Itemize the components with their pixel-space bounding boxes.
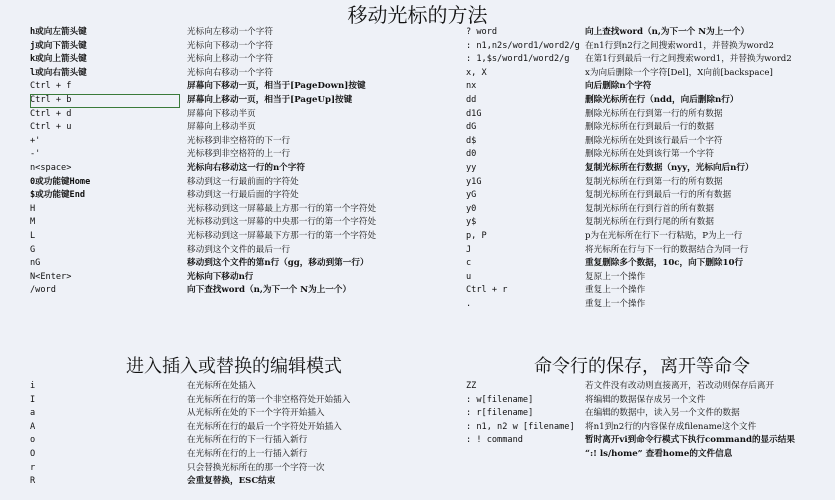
shortcut-key: yG <box>466 190 477 201</box>
shortcut-description: 删除光标所在处到该行第一个字符 <box>585 149 714 160</box>
shortcut-key: dG <box>466 122 477 133</box>
table-row <box>30 380 430 394</box>
table-row <box>30 67 430 81</box>
shortcut-key: H <box>30 203 36 214</box>
shortcut-key: nx <box>466 81 477 92</box>
shortcut-description: 重复上一个操作 <box>585 298 646 309</box>
shortcut-description: 光标移动到这一屏幕最下方那一行的第一个字符处 <box>187 230 377 241</box>
table-row <box>466 26 835 40</box>
table-row <box>466 94 835 108</box>
table-row <box>466 298 835 312</box>
shortcut-key: d0 <box>466 149 477 160</box>
shortcut-description: 屏幕向下移动一页，相当于[PageDown]按键 <box>187 81 366 92</box>
shortcut-description: 光标向右移动这一行的n个字符 <box>187 162 305 173</box>
table-row <box>466 421 835 435</box>
table-row <box>466 244 835 258</box>
shortcut-description: p为在光标所在行下一行粘贴，P为上一行 <box>585 230 743 241</box>
table-row <box>466 203 835 217</box>
table-row <box>30 462 430 476</box>
shortcut-key: yy <box>466 162 477 173</box>
table-row <box>30 40 430 54</box>
shortcut-key: G <box>30 244 36 255</box>
table-row <box>30 257 430 271</box>
table-row <box>30 434 430 448</box>
table-row <box>466 257 835 271</box>
shortcut-key: J <box>466 244 472 255</box>
table-row <box>466 189 835 203</box>
shortcut-description: 暂时离开vi到命令行模式下执行command的显示结果 <box>585 435 795 446</box>
shortcut-key: M <box>30 217 36 228</box>
table-row <box>466 407 835 421</box>
shortcut-key: p, P <box>466 230 487 241</box>
shortcut-description: 将光标所在行与下一行的数据结合为同一行 <box>585 244 749 255</box>
shortcut-description: 复制光标所在行到第一行的所有数据 <box>585 176 723 187</box>
command-line-table <box>466 380 835 462</box>
table-row <box>30 448 430 462</box>
table-row <box>466 380 835 394</box>
shortcut-description: 光标向上移动一个字符 <box>187 54 273 65</box>
shortcut-key: : r[filename] <box>466 408 534 419</box>
shortcut-description: “:! ls/home” 查看home的文件信息 <box>585 448 733 459</box>
shortcut-description: 复制光标所在行到行首的所有数据 <box>585 203 714 214</box>
main-title: 移动光标的方法 <box>347 3 488 27</box>
table-row <box>466 40 835 54</box>
shortcut-key: : n1,n2s/word1/word2/g <box>466 40 580 51</box>
shortcut-description: 只会替换光标所在的那一个字符一次 <box>187 462 325 473</box>
shortcut-description: 重复上一个操作 <box>585 285 646 296</box>
table-row <box>30 80 430 94</box>
table-row <box>466 434 835 448</box>
shortcut-key: c <box>466 258 472 269</box>
table-row <box>466 148 835 162</box>
table-row <box>30 407 430 421</box>
shortcut-key: R <box>30 476 36 487</box>
shortcut-key: j或向下箭头键 <box>30 40 87 51</box>
shortcut-key: : n1, n2 w [filename] <box>466 421 575 432</box>
table-row <box>466 108 835 122</box>
shortcut-description: 将编辑的数据保存成另一个文件 <box>585 394 706 405</box>
table-row <box>466 284 835 298</box>
shortcut-description: 复制光标所在行到行尾的所有数据 <box>585 217 714 228</box>
table-row <box>466 394 835 408</box>
shortcut-key: L <box>30 230 36 241</box>
shortcut-description: 屏幕向上移动半页 <box>187 122 256 133</box>
shortcut-description: 从光标所在处的下一个字符开始插入 <box>187 408 325 419</box>
shortcut-description: 在光标所在行的上一行插入新行 <box>187 448 308 459</box>
shortcut-description: 复制光标所在行到最后一行的所有数据 <box>585 190 732 201</box>
shortcut-key: u <box>466 271 472 282</box>
shortcut-description: 在编辑的数据中，读入另一个文件的数据 <box>585 408 740 419</box>
shortcut-description: 在光标所在处插入 <box>187 381 256 391</box>
table-row <box>30 271 430 285</box>
table-row <box>30 94 430 108</box>
shortcut-description: 光标向左移动一个字符 <box>187 27 273 37</box>
shortcut-description: 复制光标所在行数据（nyy，光标向后n行） <box>585 162 754 173</box>
shortcut-key: O <box>30 448 36 459</box>
table-row <box>30 148 430 162</box>
table-row <box>30 203 430 217</box>
shortcut-description: 会重复替换，ESC结束 <box>187 476 276 487</box>
shortcut-key: h或向左箭头键 <box>30 27 87 37</box>
table-row <box>466 176 835 190</box>
table-row <box>466 448 835 462</box>
shortcut-description: 移动到这个文件的第n行（gg，移动到第一行） <box>187 258 369 269</box>
shortcut-key: ZZ <box>466 381 477 391</box>
shortcut-key: Ctrl + b <box>30 94 180 108</box>
shortcut-description: 在光标所在行的最后一个字符处开始插入 <box>187 421 342 432</box>
shortcut-key: I <box>30 394 36 405</box>
table-row <box>30 53 430 67</box>
shortcut-description: 光标向下移动一个字符 <box>187 40 273 51</box>
shortcut-key: : 1,$s/word1/word2/g <box>466 54 570 65</box>
insert-mode-title: 进入插入或替换的编辑模式 <box>126 356 342 377</box>
table-row <box>30 230 430 244</box>
table-row <box>466 53 835 67</box>
shortcut-description: 光标移动到这一屏幕的中央那一行的第一个字符处 <box>187 217 377 228</box>
shortcut-key: +' <box>30 135 41 146</box>
table-row <box>466 271 835 285</box>
table-row <box>30 189 430 203</box>
shortcut-description: 屏幕向上移动一页，相当于[PageUp]按键 <box>187 94 353 105</box>
shortcut-description: 移动到这个文件的最后一行 <box>187 244 291 255</box>
table-row <box>30 216 430 230</box>
shortcut-key: l或向右箭头键 <box>30 67 87 78</box>
shortcut-key: 0或功能键Home <box>30 176 91 187</box>
table-row <box>30 176 430 190</box>
shortcut-description: 光标向下移动n行 <box>187 271 254 282</box>
table-row <box>30 394 430 408</box>
table-row <box>30 108 430 122</box>
shortcut-description: 重复删除多个数据，10c，向下删除10行 <box>585 258 744 269</box>
shortcut-description: 复原上一个操作 <box>585 271 646 282</box>
shortcut-key: : w[filename] <box>466 394 534 405</box>
shortcut-key: Ctrl + u <box>30 122 72 133</box>
table-row <box>30 284 430 298</box>
shortcut-description: 删除光标所在处到该行最后一个字符 <box>585 135 723 146</box>
shortcut-key: Ctrl + d <box>30 108 72 119</box>
table-row <box>30 26 430 40</box>
shortcut-description: 光标移动到这一屏幕最上方那一行的第一个字符处 <box>187 203 377 214</box>
table-row <box>466 216 835 230</box>
shortcut-key: i <box>30 381 36 391</box>
shortcut-description: 在光标所在行的下一行插入新行 <box>187 435 308 446</box>
shortcut-key: a <box>30 408 36 419</box>
shortcut-key: o <box>30 435 36 446</box>
left-shortcut-table <box>30 26 430 298</box>
shortcut-description: 向后删除n个字符 <box>585 81 652 92</box>
shortcut-key: ? word <box>466 27 498 37</box>
table-row <box>466 230 835 244</box>
shortcut-description: 光标移到非空格符的上一行 <box>187 149 291 160</box>
shortcut-key: A <box>30 421 36 432</box>
shortcut-key: $或功能键End <box>30 190 86 201</box>
table-row <box>466 162 835 176</box>
shortcut-key: y$ <box>466 217 477 228</box>
table-row <box>466 67 835 81</box>
shortcut-key: -' <box>30 149 41 160</box>
shortcut-description: x为向后删除一个字符[Del]，X向前[backspace] <box>585 67 773 78</box>
shortcut-key: n<space> <box>30 162 72 173</box>
shortcut-description: 删除光标所在行到最后一行的数据 <box>585 122 714 133</box>
right-shortcut-table <box>466 26 835 311</box>
table-row <box>30 121 430 135</box>
shortcut-key: k或向上箭头键 <box>30 54 87 65</box>
shortcut-key: nG <box>30 258 41 269</box>
table-row <box>466 121 835 135</box>
table-row <box>466 135 835 149</box>
shortcut-key: dd <box>466 94 477 105</box>
shortcut-key: . <box>466 298 472 309</box>
table-row <box>30 475 430 489</box>
shortcut-key: y0 <box>466 203 477 214</box>
shortcut-key: /word <box>30 285 56 296</box>
shortcut-key: d$ <box>466 135 477 146</box>
table-row <box>30 244 430 258</box>
shortcut-description: 将n1到n2行的内容保存成filename这个文件 <box>585 421 757 432</box>
shortcut-key: d1G <box>466 108 482 119</box>
shortcut-key: Ctrl + r <box>466 285 508 296</box>
shortcut-description: 在光标所在行的第一个非空格符处开始插入 <box>187 394 351 405</box>
shortcut-description: 若文件没有改动则直接离开，若改动则保存后离开 <box>585 381 775 391</box>
table-row <box>30 421 430 435</box>
insert-mode-table <box>30 380 430 489</box>
shortcut-key: N<Enter> <box>30 271 72 282</box>
shortcut-description: 光标向右移动一个字符 <box>187 67 273 78</box>
shortcut-description: 移动到这一行最前面的字符处 <box>187 176 299 187</box>
shortcut-key: r <box>30 462 36 473</box>
table-row <box>30 162 430 176</box>
shortcut-key: Ctrl + f <box>30 81 72 92</box>
shortcut-description: 光标移到非空格符的下一行 <box>187 135 291 146</box>
shortcut-description: 向下查找word（n,为下一个 N为上一个） <box>187 285 352 296</box>
shortcut-description: 向上查找word（n,为下一个 N为上一个） <box>585 27 750 37</box>
table-row <box>466 80 835 94</box>
command-line-title: 命令行的保存，离开等命令 <box>534 356 750 377</box>
shortcut-description: 删除光标所在行到第一行的所有数据 <box>585 108 723 119</box>
shortcut-description: 删除光标所在行（ndd，向后删除n行） <box>585 94 739 105</box>
shortcut-key: y1G <box>466 176 482 187</box>
shortcut-key: x, X <box>466 67 487 78</box>
shortcut-description: 在第1行到最后一行之间搜索word1，并替换为word2 <box>585 54 792 65</box>
shortcut-description: 移动到这一行最后面的字符处 <box>187 190 299 201</box>
shortcut-description: 屏幕向下移动半页 <box>187 108 256 119</box>
shortcut-description: 在n1行到n2行之间搜索word1，并替换为word2 <box>585 40 774 51</box>
shortcut-key: : ! command <box>466 435 523 446</box>
table-row <box>30 135 430 149</box>
